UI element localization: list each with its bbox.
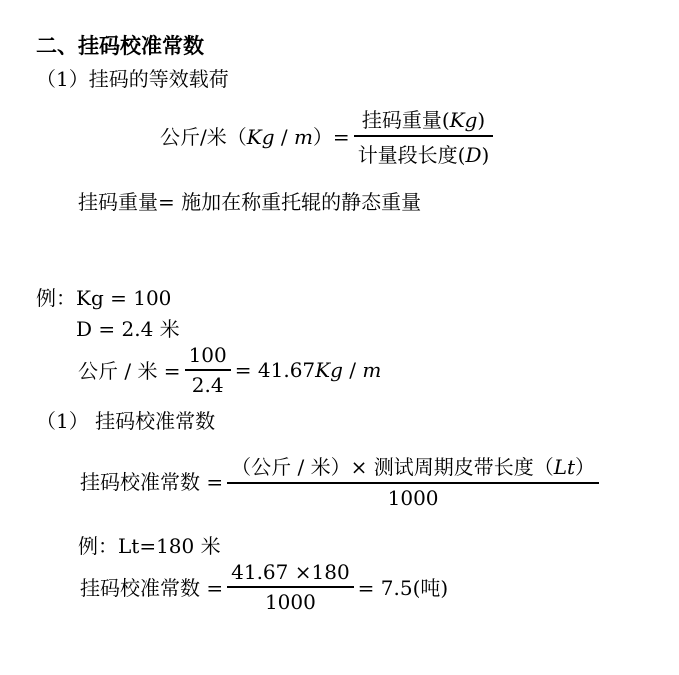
formula-2-fraction [227, 451, 599, 510]
example-1-unit-m: m [362, 357, 382, 382]
section-title: 二、挂码校准常数 [36, 33, 204, 58]
formula-1-num-kg: Kg [449, 108, 478, 132]
formula-1-lhs-mid: / [274, 125, 294, 150]
sub1-title: （1）挂码的等效载荷 [36, 67, 229, 91]
example-1-line2: D = 2.4 米 [76, 317, 180, 341]
formula-1-den-d: D [465, 142, 482, 167]
example-1-fraction [185, 343, 231, 397]
example-2-fraction [227, 560, 354, 614]
definition-text: 挂码重量= 施加在称重托辊的静态重量 [78, 190, 422, 214]
example-1-lhs: 公斤 / 米 = [78, 359, 181, 384]
formula-2-numerator [227, 451, 599, 482]
sub2-title: （1） 挂码校准常数 [36, 409, 216, 433]
formula-2-num-close: ） [575, 455, 596, 479]
example-2-label: 例：Lt=180 米 [78, 534, 221, 558]
formula-1-fraction [354, 104, 494, 168]
example-1-unit-kg: Kg [315, 357, 343, 382]
example-1-result-value: = 41.67 [234, 357, 316, 382]
formula-2-num-lt: Lt [553, 455, 576, 479]
formula-1 [160, 104, 497, 168]
formula-1-lhs-kg: Kg [246, 125, 275, 150]
example-2-denominator: 1000 [264, 589, 316, 614]
example-1-result [235, 358, 382, 382]
formula-1-lhs-m: m [293, 125, 313, 150]
example-1-numerator: 100 [188, 343, 227, 367]
example-2-lhs: 挂码校准常数 = [80, 576, 224, 601]
formula-1-num-close: ) [477, 108, 486, 132]
formula-1-num-text: 挂码重量( [361, 108, 450, 132]
example-1-formula [78, 343, 381, 397]
formula-1-lhs-mi: 米（ [206, 125, 247, 150]
formula-1-numerator [358, 104, 489, 135]
formula-1-den-close: ) [481, 142, 490, 167]
formula-2-num-text: （公斤 / 米）× 测试周期皮带长度（ [231, 455, 554, 479]
example-1-denominator: 2.4 [191, 372, 224, 397]
example-1-unit-slash: / [342, 357, 363, 382]
formula-1-den-text: 计量段长度( [357, 142, 466, 167]
example-2-numerator: 41.67 ×180 [231, 560, 350, 584]
formula-1-lhs-slash: / [200, 125, 207, 150]
example-1-label: 例：Kg = 100 [36, 286, 172, 310]
formula-2-denominator: 1000 [387, 485, 439, 510]
formula-2 [80, 451, 603, 510]
formula-1-lhs-prefix: 公斤 [160, 125, 200, 150]
formula-1-denominator [354, 137, 494, 168]
example-2-result: = 7.5(吨) [357, 576, 449, 601]
formula-2-lhs: 挂码校准常数 = [80, 469, 224, 494]
formula-1-lhs-close: ）= [312, 125, 350, 150]
formula-1-lhs [160, 121, 350, 150]
example-2-formula [80, 560, 448, 614]
